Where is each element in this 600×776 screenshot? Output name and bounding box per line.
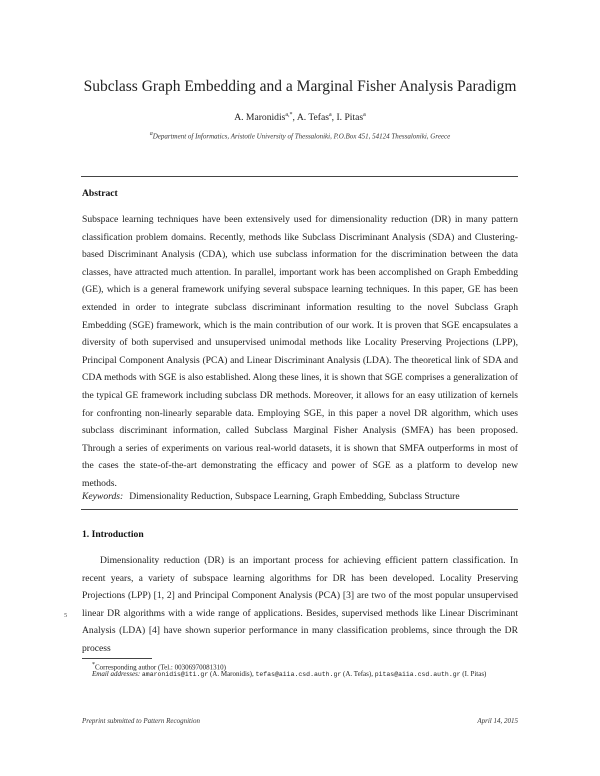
email-link[interactable]: amaronidis@iti.gr [141, 671, 209, 678]
abstract-top-rule [81, 176, 518, 177]
paper-title: Subclass Graph Embedding and a Marginal Fisher Analysis Paradigm [83, 78, 517, 95]
email-owner: (A. Maronidis), [208, 670, 256, 678]
footer-date: April 14, 2015 [477, 717, 518, 725]
introduction-paragraph: Dimensionality reduction (DR) is an important process for achieving efficient pattern classification. In recent years, a variety of subspace learning algorithms for DR has been developed. Locality Preserving Projections (LPP) [1, 2] and Principal Component Analysis (PCA) [3] are two of the most popular unsupervised linear DR algorithms with a wide range of applications. Besides, supervised methods like Linear Discriminant Analysis (LDA) [4] have shown superior performance in many classification problems, since through the DR process [82, 555, 518, 654]
author-sep: , [331, 112, 337, 124]
keywords [82, 491, 518, 502]
author-name: A. Tefas [296, 112, 329, 124]
abstract-heading: Abstract [82, 188, 118, 199]
abstract-bottom-rule [81, 509, 518, 510]
footnote-rule [82, 658, 152, 659]
email-link[interactable]: pitas@aiia.csd.auth.gr [374, 671, 461, 678]
keywords-label: Keywords: [82, 491, 124, 502]
section-heading-introduction: 1. Introduction [82, 529, 144, 540]
abstract-paragraph: Subspace learning techniques have been extensively used for dimensionality reduction (DR) in many pattern classification problem domains. Recently, methods like Subclass Discriminant Analysis (SDA) and Clustering-based Discriminant Analysis (CDA), which use subclass information for the discrimination between the data classes, have attracted much attention. In parallel, important work has been accomplished on Graph Embedding (GE), which is a general framework unifying several subspace learning techniques. In this paper, GE has been extended in order to integrate subclass discriminant information resulting to the novel Subclass Graph Embedding (SGE) framework, which is the main contribution of our work. It is proven that SGE encapsulates a diversity of both supervised and unsupervised unimodal methods like Locality Preserving Projections (LPP), Principal Component Analysis (PCA) and Linear Discriminant Analysis (LDA). The theoretical link of SDA and CDA methods with SGE is also established. Along these lines, it is shown that SGE comprises a generalization of the typical GE framework including subclass DR methods. Moreover, it allows for an easy utilization of kernels for confronting non-linearly separable data. Employing SGE, in this paper a novel DR algorithm, which uses subclass discriminant information, called Subclass Marginal Fisher Analysis (SMFA) has been proposed. Through a series of experiments on various real-world datasets, it is shown that SMFA outperforms in most of the cases the state-of-the-art demonstrating the efficacy and power of SGE as a platform to develop new methods. [82, 214, 518, 489]
author-list [0, 112, 600, 123]
email-owner: (I. Pitas) [460, 670, 487, 678]
footnote-emails [82, 669, 518, 680]
author-sup: a [329, 112, 332, 118]
author-sup: a [363, 112, 366, 118]
author-name: I. Pitas [336, 112, 364, 124]
keywords-list: Dimensionality Reduction, Subspace Learning, Graph Embedding, Subclass Structure [129, 491, 460, 502]
affiliation [0, 131, 600, 140]
author-sep: , [292, 112, 297, 124]
email-owner: (A. Tefas), [341, 670, 375, 678]
line-number: 5 [64, 612, 68, 619]
email-label: Email addresses: [92, 670, 141, 678]
abstract-body [82, 211, 518, 493]
footnote-sup: * [92, 662, 95, 668]
author-name: A. Maronidis [234, 112, 286, 124]
introduction-body [82, 552, 518, 658]
affiliation-sup: a [149, 131, 153, 137]
affiliation-text: Department of Informatics, Aristotle University of Thessaloniki, P.O.Box 451, 54124 Thessaloniki, Greece [152, 132, 451, 141]
author-sup: a,* [285, 112, 293, 118]
footnote-corresponding-text: Corresponding author (Tel.: 00306970081310) [95, 663, 226, 672]
footer-preprint-note: Preprint submitted to Pattern Recognition [82, 717, 200, 725]
email-link[interactable]: tefas@aiia.csd.auth.gr [255, 671, 342, 678]
